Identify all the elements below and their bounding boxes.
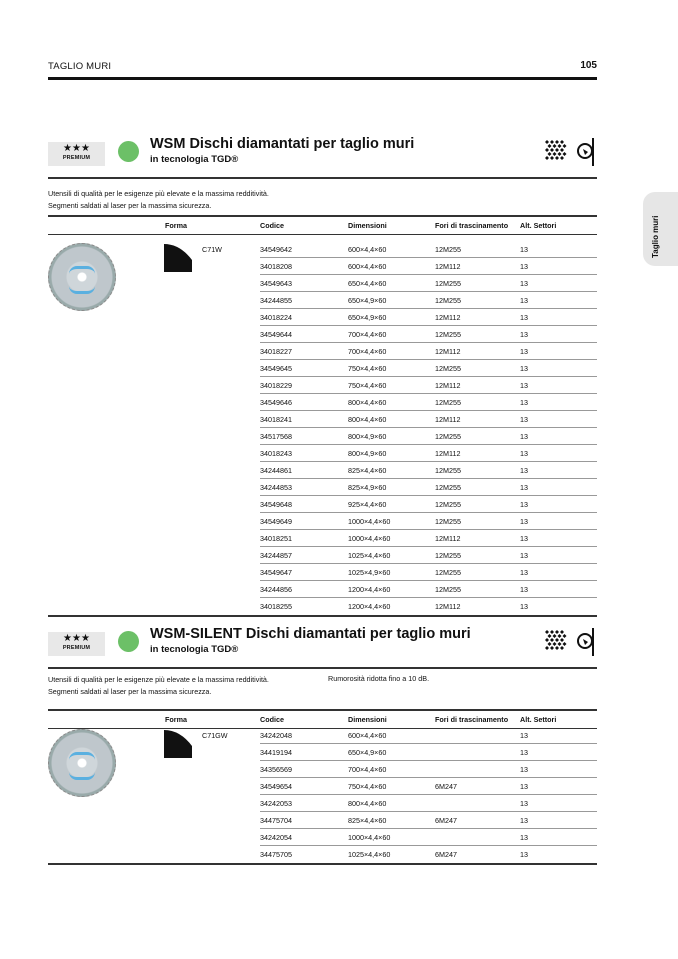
- dimensioni-cell: 825×4,4×60: [348, 816, 387, 825]
- fori-cell: 12M255: [435, 296, 461, 305]
- codice-cell: 34475705: [260, 850, 292, 859]
- fori-cell: 12M255: [435, 466, 461, 475]
- fori-cell: 12M255: [435, 551, 461, 560]
- table-row: [260, 598, 597, 615]
- codice-cell: 34549647: [260, 568, 292, 577]
- title-rule: [48, 177, 597, 179]
- codice-cell: 34549646: [260, 398, 292, 407]
- alt-settori-cell: 13: [520, 313, 528, 322]
- codice-cell: 34549648: [260, 500, 292, 509]
- table-row: [260, 258, 597, 275]
- fori-cell: 12M255: [435, 245, 461, 254]
- alt-settori-cell: 13: [520, 534, 528, 543]
- description-line: Segmenti saldati al laser per la massima sicurezza.: [48, 687, 212, 696]
- badge-label: PREMIUM: [62, 645, 91, 651]
- alt-settori-cell: 13: [520, 415, 528, 424]
- table-row: [260, 309, 597, 326]
- table-row: [260, 581, 597, 598]
- stars-icon: ★★★: [63, 143, 90, 154]
- codice-cell: 34549644: [260, 330, 292, 339]
- fori-cell: 12M255: [435, 568, 461, 577]
- alt-settori-cell: 13: [520, 262, 528, 271]
- fori-cell: 12M112: [435, 602, 461, 611]
- product-section-wsm-silent: [48, 626, 597, 872]
- blade-image: [48, 729, 116, 797]
- codice-cell: 34242054: [260, 833, 292, 842]
- alt-settori-cell: 13: [520, 432, 528, 441]
- dimensioni-cell: 800×4,9×60: [348, 449, 387, 458]
- column-header: Fori di trascinamento: [435, 715, 509, 724]
- dimensioni-cell: 600×4,4×60: [348, 731, 387, 740]
- dimensioni-cell: 750×4,4×60: [348, 364, 387, 373]
- table-row: [260, 360, 597, 377]
- codice-cell: 34549654: [260, 782, 292, 791]
- table-row: [260, 462, 597, 479]
- fori-cell: 12M112: [435, 449, 461, 458]
- codice-cell: 34018208: [260, 262, 292, 271]
- running-title: TAGLIO MURI: [48, 61, 112, 72]
- fori-cell: 12M255: [435, 398, 461, 407]
- dimensioni-cell: 600×4,4×60: [348, 262, 387, 271]
- dimensioni-cell: 700×4,4×60: [348, 330, 387, 339]
- alt-settori-cell: 13: [520, 748, 528, 757]
- header-rule: [48, 77, 597, 80]
- title-rule: [48, 667, 597, 669]
- codice-cell: 34244856: [260, 585, 292, 594]
- column-header: Dimensioni: [348, 221, 387, 230]
- pattern-icon: [545, 630, 567, 650]
- codice-cell: 34018227: [260, 347, 292, 356]
- green-dot-icon: [118, 631, 139, 652]
- codice-cell: 34549642: [260, 245, 292, 254]
- codice-cell: 34242053: [260, 799, 292, 808]
- table-row: [260, 479, 597, 496]
- description-note: Rumorosità ridotta fino a 10 dB.: [328, 674, 430, 683]
- table-row: [260, 795, 597, 812]
- dimensioni-cell: 800×4,9×60: [348, 432, 387, 441]
- description: [48, 188, 269, 212]
- section-title: WSM Dischi diamantati per taglio muri: [150, 136, 415, 152]
- table-header-rule: [48, 234, 597, 235]
- codice-cell: 34517568: [260, 432, 292, 441]
- fori-cell: 12M112: [435, 415, 461, 424]
- fori-cell: 12M112: [435, 347, 461, 356]
- codice-cell: 34018241: [260, 415, 292, 424]
- alt-settori-cell: 13: [520, 782, 528, 791]
- fori-cell: 6M247: [435, 782, 457, 791]
- alt-settori-cell: 13: [520, 245, 528, 254]
- alt-settori-cell: 13: [520, 330, 528, 339]
- codice-cell: 34244861: [260, 466, 292, 475]
- dimensioni-cell: 700×4,4×60: [348, 765, 387, 774]
- fori-cell: 12M112: [435, 313, 461, 322]
- codice-cell: 34419194: [260, 748, 292, 757]
- fori-cell: 12M112: [435, 381, 461, 390]
- column-header: Codice: [260, 715, 284, 724]
- alt-settori-cell: 13: [520, 731, 528, 740]
- fori-cell: 12M255: [435, 279, 461, 288]
- table-row: [260, 829, 597, 846]
- table-header: [48, 217, 597, 234]
- alt-settori-cell: 13: [520, 500, 528, 509]
- alt-settori-cell: 13: [520, 347, 528, 356]
- dimensioni-cell: 750×4,4×60: [348, 381, 387, 390]
- column-header: Fori di trascinamento: [435, 221, 509, 230]
- table-row: [260, 496, 597, 513]
- application-icons: [537, 136, 597, 168]
- blade-image: [48, 243, 116, 311]
- table-row: [260, 727, 597, 744]
- description-line: Utensili di qualità per le esigenze più elevate e la massima redditività.: [48, 675, 269, 684]
- fori-cell: 12M255: [435, 432, 461, 441]
- segment-shape-icon: [164, 730, 192, 758]
- table-row: [260, 778, 597, 795]
- fori-cell: 12M255: [435, 517, 461, 526]
- codice-cell: 34018243: [260, 449, 292, 458]
- green-dot-icon: [118, 141, 139, 162]
- column-header: Codice: [260, 221, 284, 230]
- codice-cell: 34244853: [260, 483, 292, 492]
- dimensioni-cell: 825×4,4×60: [348, 466, 387, 475]
- table-row: [260, 326, 597, 343]
- section-title: WSM-SILENT Dischi diamantati per taglio muri: [150, 626, 471, 642]
- alt-settori-cell: 13: [520, 585, 528, 594]
- section-subtitle: in tecnologia TGD®: [150, 644, 239, 655]
- alt-settori-cell: 13: [520, 398, 528, 407]
- column-header: Forma: [165, 221, 187, 230]
- alt-settori-cell: 13: [520, 517, 528, 526]
- alt-settori-cell: 13: [520, 799, 528, 808]
- dimensioni-cell: 1000×4,4×60: [348, 833, 391, 842]
- codice-cell: 34356569: [260, 765, 292, 774]
- table-bottom-rule: [48, 615, 597, 617]
- description: [48, 674, 269, 698]
- dimensioni-cell: 800×4,4×60: [348, 415, 387, 424]
- alt-settori-cell: 13: [520, 466, 528, 475]
- codice-cell: 34018255: [260, 602, 292, 611]
- table-row: [260, 241, 597, 258]
- table-bottom-rule: [48, 863, 597, 865]
- badge-label: PREMIUM: [62, 155, 91, 161]
- dimensioni-cell: 650×4,4×60: [348, 279, 387, 288]
- description-line: Segmenti saldati al laser per la massima sicurezza.: [48, 201, 212, 210]
- table-row: [260, 744, 597, 761]
- column-header: Dimensioni: [348, 715, 387, 724]
- fori-cell: 12M255: [435, 364, 461, 373]
- wall-saw-icon: [578, 138, 594, 166]
- dimensioni-cell: 1025×4,4×60: [348, 850, 391, 859]
- table-row: [260, 275, 597, 292]
- codice-cell: 34475704: [260, 816, 292, 825]
- table-row: [260, 411, 597, 428]
- page-number: 105: [580, 60, 597, 71]
- description-line: Utensili di qualità per le esigenze più elevate e la massima redditività.: [48, 189, 269, 198]
- codice-cell: 34549649: [260, 517, 292, 526]
- product-section-wsm: [48, 136, 597, 612]
- dimensioni-cell: 1200×4,4×60: [348, 585, 391, 594]
- dimensioni-cell: 800×4,4×60: [348, 799, 387, 808]
- alt-settori-cell: 13: [520, 833, 528, 842]
- table-row: [260, 761, 597, 778]
- dimensioni-cell: 650×4,9×60: [348, 313, 387, 322]
- column-header: Alt. Settori: [520, 221, 557, 230]
- forma-code: C71GW: [202, 731, 228, 740]
- section-subtitle: in tecnologia TGD®: [150, 154, 239, 165]
- dimensioni-cell: 800×4,4×60: [348, 398, 387, 407]
- table-row: [260, 292, 597, 309]
- dimensioni-cell: 700×4,4×60: [348, 347, 387, 356]
- codice-cell: 34018251: [260, 534, 292, 543]
- premium-badge: [48, 632, 105, 656]
- alt-settori-cell: 13: [520, 449, 528, 458]
- application-icons: [537, 626, 597, 658]
- dimensioni-cell: 1200×4,4×60: [348, 602, 391, 611]
- premium-badge: [48, 142, 105, 166]
- dimensioni-cell: 925×4,4×60: [348, 500, 387, 509]
- dimensioni-cell: 1000×4,4×60: [348, 517, 391, 526]
- codice-cell: 34244857: [260, 551, 292, 560]
- alt-settori-cell: 13: [520, 364, 528, 373]
- column-header: Alt. Settori: [520, 715, 557, 724]
- codice-cell: 34549643: [260, 279, 292, 288]
- dimensioni-cell: 600×4,4×60: [348, 245, 387, 254]
- table-row: [260, 343, 597, 360]
- side-tab[interactable]: [643, 192, 678, 266]
- fori-cell: 12M255: [435, 585, 461, 594]
- pattern-icon: [545, 140, 567, 160]
- alt-settori-cell: 13: [520, 483, 528, 492]
- alt-settori-cell: 13: [520, 850, 528, 859]
- stars-icon: ★★★: [63, 633, 90, 644]
- fori-cell: 12M112: [435, 534, 461, 543]
- fori-cell: 6M247: [435, 850, 457, 859]
- dimensioni-cell: 1000×4,4×60: [348, 534, 391, 543]
- segment-shape-icon: [164, 244, 192, 272]
- table-row: [260, 812, 597, 829]
- table-row: [260, 530, 597, 547]
- alt-settori-cell: 13: [520, 381, 528, 390]
- dimensioni-cell: 650×4,9×60: [348, 748, 387, 757]
- wall-saw-icon: [578, 628, 594, 656]
- dimensioni-cell: 825×4,9×60: [348, 483, 387, 492]
- dimensioni-cell: 750×4,4×60: [348, 782, 387, 791]
- alt-settori-cell: 13: [520, 296, 528, 305]
- dimensioni-cell: 1025×4,9×60: [348, 568, 391, 577]
- alt-settori-cell: 13: [520, 765, 528, 774]
- table-header: [48, 711, 597, 728]
- side-tab-label: Taglio muri: [651, 215, 660, 258]
- table-row: [260, 564, 597, 581]
- column-header: Forma: [165, 715, 187, 724]
- alt-settori-cell: 13: [520, 551, 528, 560]
- table-row: [260, 445, 597, 462]
- table-row: [260, 428, 597, 445]
- fori-cell: 6M247: [435, 816, 457, 825]
- codice-cell: 34018224: [260, 313, 292, 322]
- alt-settori-cell: 13: [520, 568, 528, 577]
- table-row: [260, 394, 597, 411]
- table-row: [260, 513, 597, 530]
- fori-cell: 12M255: [435, 500, 461, 509]
- dimensioni-cell: 1025×4,4×60: [348, 551, 391, 560]
- fori-cell: 12M255: [435, 330, 461, 339]
- codice-cell: 34242048: [260, 731, 292, 740]
- fori-cell: 12M112: [435, 262, 461, 271]
- alt-settori-cell: 13: [520, 816, 528, 825]
- codice-cell: 34244855: [260, 296, 292, 305]
- fori-cell: 12M255: [435, 483, 461, 492]
- codice-cell: 34549645: [260, 364, 292, 373]
- dimensioni-cell: 650×4,9×60: [348, 296, 387, 305]
- table-row: [260, 846, 597, 863]
- alt-settori-cell: 13: [520, 279, 528, 288]
- table-row: [260, 377, 597, 394]
- codice-cell: 34018229: [260, 381, 292, 390]
- forma-code: C71W: [202, 245, 222, 254]
- alt-settori-cell: 13: [520, 602, 528, 611]
- table-row: [260, 547, 597, 564]
